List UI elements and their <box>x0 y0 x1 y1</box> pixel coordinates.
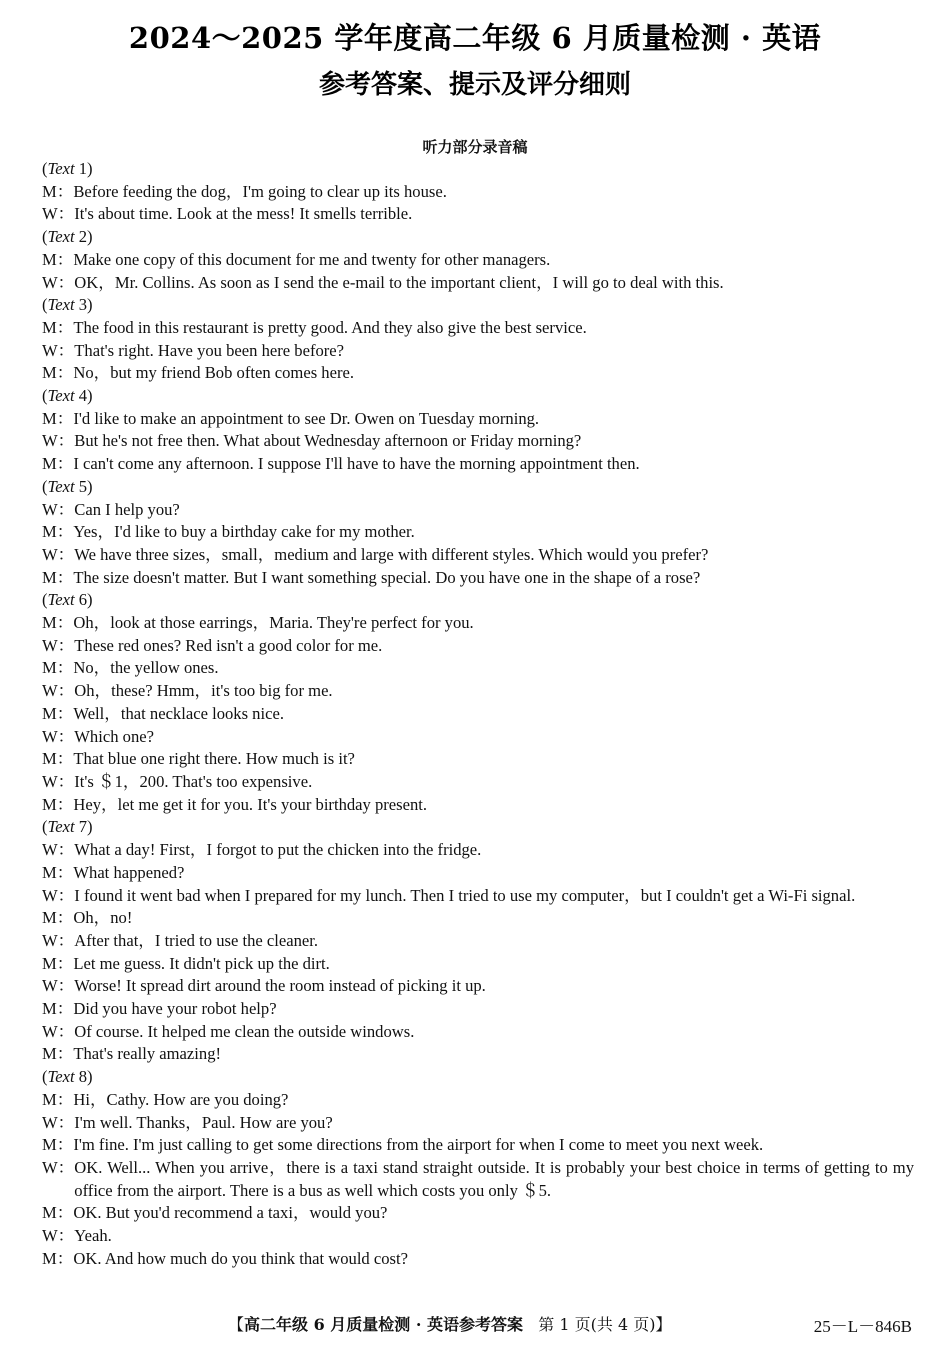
dialogue-text: Oh，no! <box>73 908 133 928</box>
dialogue-line <box>42 885 914 908</box>
dialogue-line <box>42 635 914 658</box>
speaker-label: M： <box>42 181 74 201</box>
dialogue-line <box>42 499 914 522</box>
text-number: 4 <box>78 386 88 406</box>
text-header: (Text 2) <box>42 227 93 247</box>
dialogue-text: I found it went bad when I prepared for my lunch. Then I tried to use my computer，but I couldn't get a Wi-Fi signal. <box>74 885 856 905</box>
text-header: (Text 7) <box>42 817 93 837</box>
text-number: 7 <box>78 817 88 837</box>
dialogue-text: What happened? <box>73 862 185 882</box>
footer-open-bracket: 【 <box>228 1315 245 1334</box>
dialogue-line <box>42 907 914 930</box>
dialogue-line <box>42 430 914 453</box>
dialogue-text: The food in this restaurant is pretty good. And they also give the best service. <box>73 317 587 337</box>
text-label: Text <box>47 227 75 247</box>
dialogue-text: No，the yellow ones. <box>73 658 219 678</box>
speaker-label: M： <box>42 1044 74 1064</box>
dialogue-line <box>42 1225 914 1248</box>
dialogue-line <box>42 862 914 885</box>
text-header: (Text 8) <box>42 1067 93 1087</box>
dialogue-line <box>42 1021 914 1044</box>
text-label: Text <box>47 1067 75 1087</box>
dialogue-text: Which one? <box>74 726 154 746</box>
footer-close-bracket: 】 <box>655 1315 672 1334</box>
dialogue-line <box>42 1248 914 1271</box>
dialogue-text: Let me guess. It didn't pick up the dirt. <box>73 953 330 973</box>
dialogue-text: Make one copy of this document for me and twenty for other managers. <box>73 249 551 269</box>
text-label: Text <box>47 476 75 496</box>
dialogue-line <box>42 203 914 226</box>
speaker-label: W： <box>42 840 75 860</box>
dialogue-line <box>42 181 914 204</box>
speaker-label: W： <box>42 1021 75 1041</box>
text-number: 2 <box>78 227 88 247</box>
speaker-label: W： <box>42 499 75 519</box>
dialogue-text: Did you have your robot help? <box>73 999 277 1019</box>
text-label: Text <box>47 817 75 837</box>
dialogue-line <box>42 771 914 794</box>
listening-transcript <box>42 158 914 1270</box>
dialogue-text: It's ＄1，200. That's too expensive. <box>74 771 313 791</box>
speaker-label: M： <box>42 408 74 428</box>
dialogue-text: I can't come any afternoon. I suppose I'll have to have the morning appointment then. <box>73 454 640 474</box>
dialogue-text: Of course. It helped me clean the outside windows. <box>74 1021 415 1041</box>
speaker-label: M： <box>42 454 74 474</box>
speaker-label: W： <box>42 681 75 701</box>
speaker-label: M： <box>42 1203 74 1223</box>
dialogue-line <box>42 975 914 998</box>
dialogue-line <box>42 998 914 1021</box>
dialogue-line <box>42 953 914 976</box>
dialogue-text: Can I help you? <box>74 499 180 519</box>
footer-doc-info <box>228 1312 672 1335</box>
text-number: 8 <box>78 1067 88 1087</box>
footer-exam-code: 25－L－846B <box>813 1317 912 1336</box>
dialogue-text: OK. Well... When you arrive，there is a taxi stand straight outside. It is probably your best choice in terms of getting to my office from the airport. There is a bus as well which costs you only ＄5. <box>74 1157 914 1200</box>
dialogue-line <box>42 408 914 431</box>
dialogue-text: It's about time. Look at the mess! It smells terrible. <box>74 204 413 224</box>
speaker-label: M： <box>42 999 74 1019</box>
dialogue-line <box>42 362 914 385</box>
dialogue-text: That's really amazing! <box>73 1044 222 1064</box>
dialogue-line <box>42 1043 914 1066</box>
speaker-label: M： <box>42 567 74 587</box>
speaker-label: M： <box>42 794 74 814</box>
dialogue-text: Yeah. <box>74 1226 112 1246</box>
dialogue-line <box>42 1112 914 1135</box>
footer-page-info: 第 1 页(共 4 页) <box>538 1315 656 1334</box>
text-number: 1 <box>78 159 88 178</box>
text-header: (Text 3) <box>42 295 93 315</box>
text-label: Text <box>47 295 75 315</box>
dialogue-line <box>42 748 914 771</box>
page-subtitle: 参考答案、提示及评分细则 <box>318 70 631 100</box>
speaker-label: M： <box>42 1135 74 1155</box>
speaker-label: W： <box>42 885 75 905</box>
speaker-label: W： <box>42 1157 75 1177</box>
dialogue-text: We have three sizes，small，medium and large with different styles. Which would you prefer? <box>74 544 709 564</box>
speaker-label: W： <box>42 340 75 360</box>
dialogue-line <box>42 317 914 340</box>
dialogue-line <box>42 726 914 749</box>
speaker-label: M： <box>42 953 74 973</box>
dialogue-text: Oh，look at those earrings，Maria. They're perfect for you. <box>73 613 474 633</box>
dialogue-text: OK，Mr. Collins. As soon as I send the e-mail to the important client，I will go to deal with this. <box>74 272 724 292</box>
speaker-label: W： <box>42 544 75 564</box>
text-label: Text <box>47 159 75 178</box>
dialogue-text: No，but my friend Bob often comes here. <box>73 363 355 383</box>
speaker-label: W： <box>42 930 75 950</box>
text-header: (Text 4) <box>42 386 93 406</box>
dialogue-text: That blue one right there. How much is it? <box>73 749 355 769</box>
page-footer <box>0 1312 950 1336</box>
dialogue-text: Well，that necklace looks nice. <box>73 703 284 723</box>
dialogue-text: These red ones? Red isn't a good color for me. <box>74 635 383 655</box>
dialogue-line <box>42 1157 914 1202</box>
speaker-label: W： <box>42 1226 75 1246</box>
speaker-label: M： <box>42 703 74 723</box>
dialogue-line <box>42 544 914 567</box>
dialogue-text: Hey，let me get it for you. It's your birthday present. <box>73 794 428 814</box>
dialogue-text: Hi，Cathy. How are you doing? <box>73 1089 289 1109</box>
speaker-label: W： <box>42 431 75 451</box>
dialogue-text: Yes，I'd like to buy a birthday cake for my mother. <box>73 522 415 542</box>
dialogue-text: The size doesn't matter. But I want something special. Do you have one in the shape of a rose? <box>73 567 701 587</box>
dialogue-text: Before feeding the dog，I'm going to clear up its house. <box>73 181 447 201</box>
dialogue-line <box>42 249 914 272</box>
dialogue-line <box>42 1134 914 1157</box>
text-number: 3 <box>78 295 88 315</box>
dialogue-text: I'm fine. I'm just calling to get some directions from the airport for when I come to meet you next week. <box>73 1135 764 1155</box>
speaker-label: M： <box>42 862 74 882</box>
text-number: 5 <box>78 476 88 496</box>
dialogue-text: OK. But you'd recommend a taxi，would you? <box>73 1203 388 1223</box>
speaker-label: M： <box>42 908 74 928</box>
speaker-label: M： <box>42 317 74 337</box>
speaker-label: W： <box>42 204 75 224</box>
dialogue-line <box>42 340 914 363</box>
speaker-label: W： <box>42 1112 75 1132</box>
dialogue-line <box>42 567 914 590</box>
speaker-label: M： <box>42 363 74 383</box>
text-header: (Text 1) <box>42 159 93 178</box>
dialogue-line <box>42 1089 914 1112</box>
speaker-label: W： <box>42 771 75 791</box>
dialogue-text: That's right. Have you been here before? <box>74 340 345 360</box>
page-title: 2024～2025 学年度高二年级 6 月质量检测 · 英语 <box>128 21 822 55</box>
speaker-label: M： <box>42 1248 74 1268</box>
footer-doc-name: 高二年级 6 月质量检测 · 英语参考答案 <box>244 1315 524 1334</box>
dialogue-text: What a day! First，I forgot to put the chicken into the fridge. <box>74 840 482 860</box>
dialogue-line <box>42 612 914 635</box>
dialogue-line <box>42 703 914 726</box>
text-label: Text <box>47 590 75 610</box>
text-header: (Text 5) <box>42 476 93 496</box>
speaker-label: M： <box>42 522 74 542</box>
dialogue-line <box>42 794 914 817</box>
dialogue-text: OK. And how much do you think that would cost? <box>73 1248 408 1268</box>
speaker-label: M： <box>42 613 74 633</box>
dialogue-text: I'm well. Thanks，Paul. How are you? <box>74 1112 333 1132</box>
dialogue-text: After that，I tried to use the cleaner. <box>74 930 319 950</box>
dialogue-text: But he's not free then. What about Wednesday afternoon or Friday morning? <box>74 431 582 451</box>
dialogue-text: Worse! It spread dirt around the room instead of picking it up. <box>74 976 486 996</box>
text-header: (Text 6) <box>42 590 93 610</box>
dialogue-line <box>42 657 914 680</box>
dialogue-line <box>42 453 914 476</box>
speaker-label: M： <box>42 749 74 769</box>
text-label: Text <box>47 386 75 406</box>
speaker-label: M： <box>42 249 74 269</box>
dialogue-line <box>42 930 914 953</box>
dialogue-text: I'd like to make an appointment to see Dr. Owen on Tuesday morning. <box>73 408 540 428</box>
text-number: 6 <box>78 590 88 610</box>
speaker-label: M： <box>42 1089 74 1109</box>
speaker-label: W： <box>42 726 75 746</box>
dialogue-line <box>42 521 914 544</box>
speaker-label: W： <box>42 976 75 996</box>
speaker-label: W： <box>42 272 75 292</box>
dialogue-line <box>42 272 914 295</box>
speaker-label: W： <box>42 635 75 655</box>
speaker-label: M： <box>42 658 74 678</box>
dialogue-line <box>42 680 914 703</box>
dialogue-line <box>42 839 914 862</box>
section-heading: 听力部分录音稿 <box>422 138 528 156</box>
dialogue-line <box>42 1202 914 1225</box>
dialogue-text: Oh，these? Hmm，it's too big for me. <box>74 681 333 701</box>
